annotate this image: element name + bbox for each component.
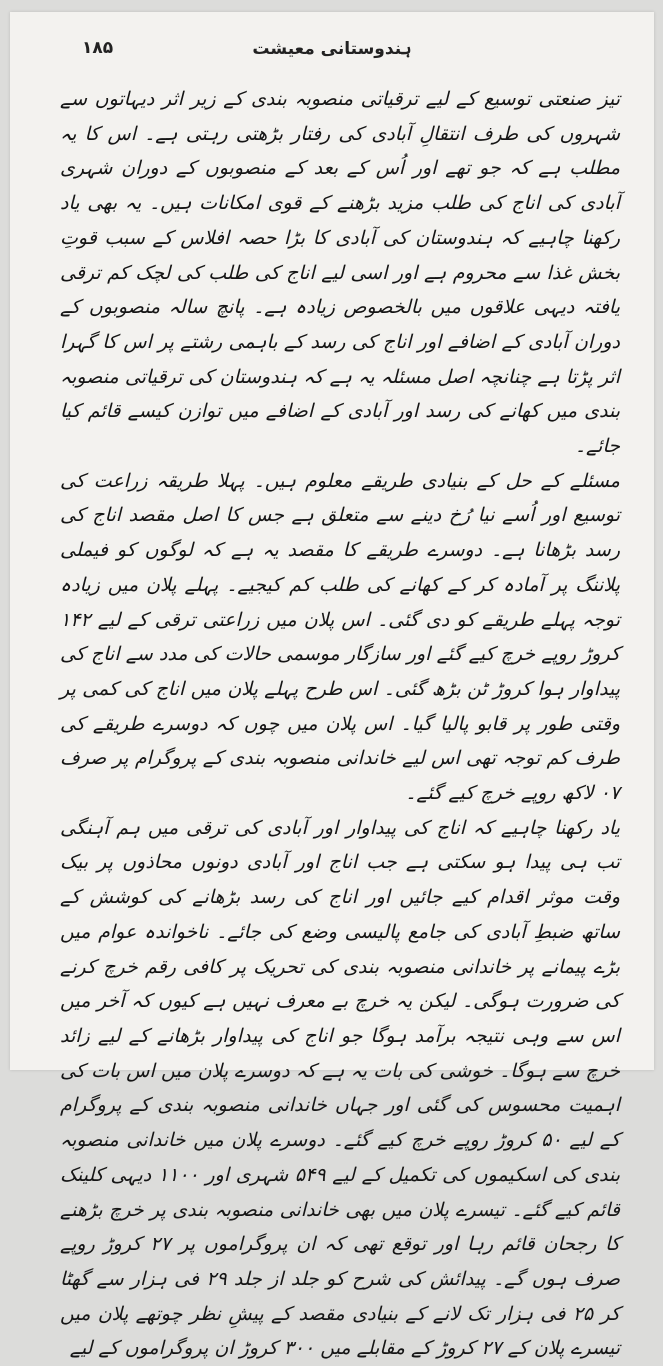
body-text bbox=[60, 82, 620, 1366]
page-number: ۱۸۵ bbox=[82, 38, 114, 58]
paragraph: تیز صنعتی توسیع کے لیے ترقیاتی منصوبہ بندی کے زیر اثر دیہاتوں سے شہروں کی طرف انتقالِ آبادی کی رفتار بڑھتی رہتی ہے۔ اس کا یہ مطلب ہے کہ جو تھے اور اُس کے بعد کے منصوبوں کے دوران شہری آبادی کی اناج کی طلب مزید بڑھنے کے قوی امکانات ہیں۔ یہ بھی یاد رکھنا چاہیے کہ ہندوستان کی آبادی کا بڑا حصہ افلاس کے سبب قوتِ بخش غذا سے محروم ہے اور اسی لیے اناج کی طلب کی لچک کم ترقی یافتہ دیہی علاقوں میں بالخصوص زیادہ ہے۔ پانچ سالہ منصوبوں کے دوران آبادی کے اضافے اور اناج کی رسد کے باہمی رشتے پر اس کا گہرا اثر پڑتا ہے چنانچہ اصل مسئلہ یہ ہے کہ ہندوستان کی ترقیاتی منصوبہ بندی میں کھانے کی رسد اور آبادی کے اضافے میں توازن کیسے قائم کیا جائے۔ bbox=[60, 88, 620, 458]
paragraph: مسئلے کے حل کے بنیادی طریقے معلوم ہیں۔ پہلا طریقہ زراعت کی توسیع اور اُسے نیا رُخ دینے سے متعلق ہے جس کا اصل مقصد اناج کی رسد بڑھانا ہے۔ دوسرے طریقے کا مقصد یہ ہے کہ لوگوں کو فیملی پلاننگ پر آمادہ کر کے کھانے کی طلب کم کیجیے۔ پہلے پلان میں زیادہ توجہ پہلے طریقے کو دی گئی۔ اس پلان میں زراعتی ترقی کے لیے ۱۴۲ کروڑ روپے خرچ کیے گئے اور سازگار موسمی حالات کی مدد سے اناج کی پیداوار ہوا کروڑ ٹن بڑھ گئی۔ اس طرح پہلے پلان میں اناج کی کمی پر وقتی طور پر قابو پالیا گیا۔ اس پلان میں چوں کہ دوسرے طریقے کی طرف کم توجہ تھی اس لیے خاندانی منصوبہ بندی کے پروگرام پر صرف ۰۷ لاکھ روپے خرچ کیے گئے۔ bbox=[60, 469, 620, 805]
paragraph: یاد رکھنا چاہیے کہ اناج کی پیداوار اور آبادی کی ترقی میں ہم آہنگی تب ہی پیدا ہو سکتی ہے جب اناج اور آبادی دونوں محاذوں پر بیک وقت موثر اقدام کیے جائیں اور اناج کی رسد بڑھانے کی کوشش کے ساتھ ضبطِ آبادی کی جامع پالیسی وضع کی جائے۔ ناخواندہ عوام میں بڑے پیمانے پر خاندانی منصوبہ بندی کی تحریک پر کافی رقم خرچ کرنے کی ضرورت ہوگی۔ لیکن یہ خرچ بے معرف نہیں ہے کیوں کہ آخر میں اس سے وہی نتیجہ برآمد ہوگا جو اناج کی پیداوار بڑھانے کے لیے زائد خرچ سے ہوگا۔ خوشی کی بات یہ ہے کہ دوسرے پلان میں اس بات کی اہمیت محسوس کی گئی اور جہاں خاندانی منصوبہ بندی کے پروگرام کے لیے ۵۰ کروڑ روپے خرچ کیے گئے۔ دوسرے پلان میں خاندانی منصوبہ بندی کی اسکیموں کی تکمیل کے لیے ۵۴۹ شہری اور ۱۱۰۰ دیہی کلینک قائم کیے گئے۔ تیسرے پلان میں بھی خاندانی منصوبہ بندی پر خرچ بڑھنے کا رجحان قائم رہا اور توقع تھی کہ ان پروگراموں پر ۲۷ کروڑ روپے صرف ہوں گے۔ پیدائش کی شرح کو جلد از جلد ۲۹ فی ہزار سے گھٹا کر ۲۵ فی ہزار تک لانے کے بنیادی مقصد کے پیشِ نظر چوتھے پلان میں تیسرے پلان کے ۲۷ کروڑ کے مقابلے میں ۳۰۰ کروڑ ان پروگراموں کے لیے bbox=[60, 816, 621, 1360]
running-title: ہندوستانی معیشت bbox=[252, 39, 412, 59]
book-page bbox=[10, 12, 654, 1360]
